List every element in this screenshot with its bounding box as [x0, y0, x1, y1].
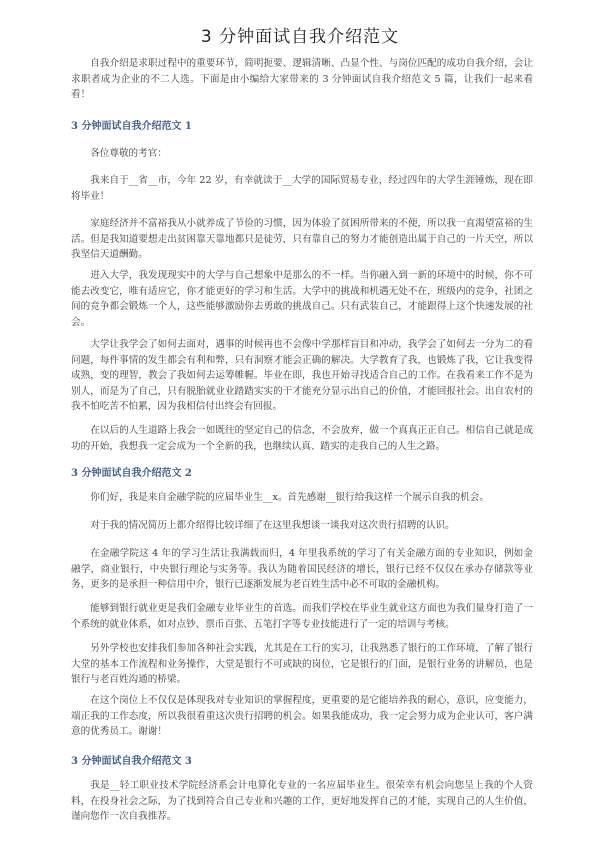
- paragraph: 大学让我学会了如何去面对，遇事的时候再也不会像中学那样盲目和冲动，我学会了如何去一分为二的看问题，每件事情的发生都会有利和弊，只有洞察才能会正确的解决。大学教育了我，也锻炼了我，它让我变得成熟，变的理智，教会了我如何去运筹帷幄。毕业在即，我也开始寻找适合自己的工作。在我看来工作不是为别人，而是为了自己，只有脱胎就业业踏踏实实的干才能充分显示出自己的价值，才能回报社会。出自农村的我不怕吃苦不怕累，因为我相信付出终会有回报。: [71, 339, 533, 412]
- section-heading-1: 3 分钟面试自我介绍范文 1: [71, 121, 192, 132]
- paragraph: 我是__轻工职业技术学院经济系会计电算化专业的一名应届毕业生。很荣幸有机会向您呈上我的个人资料，在投身社会之际，为了找到符合自己专业和兴趣的工作，更好地发挥自己的才能，实现自己的人生价值，谨向您作一次自我推荐。: [71, 780, 533, 822]
- paragraph: 在以后的人生道路上我会一如既往的坚定自己的信念，不会放弃，做一个真真正正自己。相信自己就是成功的开始，我想我一定会成为一个全新的我，也继续认真、踏实的走我自己的人生之路。: [71, 425, 533, 452]
- paragraph: 另外学校也安排我们参加各种社会实践，尤其是在工行的实习，让我熟悉了银行的工作环境，了解了银行大堂的基本工作流程和业务操作，大堂是银行不可或缺的岗位，它是银行的门面，是银行业务的讲解员，也是银行与老百姓沟通的桥梁。: [71, 643, 533, 685]
- paragraph: 你们好，我是来自金融学院的应届毕业生__x。首先感谢__银行给我这样一个展示自我的机会。: [90, 492, 489, 503]
- paragraph: 在金融学院这 4 年的学习生活让我满载而归，4 年里我系统的学习了有关金融方面的专业知识，例如金融学，商业银行，中央银行理论与实务等。我认为随着国民经济的增长，银行已经不仅仅在承办存储款等业务，更多的是承担一种信用中介，银行已逐渐发展为老百姓生活中必不可取的金融机构。: [71, 548, 533, 590]
- paragraph: 对于我的情况简历上都介绍得比较详细了在这里我想谈一谈我对这次贵行招聘的认识。: [90, 520, 455, 531]
- section-heading-2: 3 分钟面试自我介绍范文 2: [71, 468, 192, 479]
- intro-paragraph: 自我介绍是求职过程中的重要环节，简明扼要、逻辑清晰、凸显个性、与岗位匹配的成功自我介绍，会让求职者成为企业的不二人选。下面是由小编给大家带来的 3 分钟面试自我介绍范文 5 篇，让我们一起来看看！: [71, 58, 533, 100]
- paragraph: 家庭经济并不富裕我从小就养成了节俭的习惯，因为体验了贫困所带来的不便，所以我一直渴望富裕的生活。但是我知道要想走出贫困靠天靠地都只是徒劳，只有靠自己的努力才能创造出属于自己的一片天空，所以我坚信天道酬勤。: [71, 218, 533, 260]
- document-title: 3 分钟面试自我介绍范文: [200, 27, 400, 47]
- paragraph: 我来自于__省__市，今年 22 岁，有幸就读于__大学的国际贸易专业，经过四年的大学生涯锤炼，现在即将毕业！: [71, 175, 533, 202]
- paragraph: 各位尊敬的考官：: [90, 148, 167, 159]
- paragraph: 在这个岗位上不仅仅是体现我对专业知识的掌握程度，更重要的是它能培养我的耐心，意识，应变能力，端正我的工作态度，所以我很看重这次贵行招聘的机会。如果我能成功，我一定会努力成为企业认可，客户满意的优秀员工。谢谢！: [71, 695, 533, 737]
- section-heading-3: 3 分钟面试自我介绍范文 3: [71, 756, 192, 767]
- paragraph: 进入大学，我发现现实中的大学与自己想象中是那么的不一样。当你融入到一新的环境中的时候，你不可能去改变它，唯有适应它，你才能更好的学习和生活。大学中的挑战和机遇无处不在，班级内的竞争，社团之间的竞争都会锻炼一个人，这些能够激励你去勇敢的挑战自己。只有武装自己，才能跟得上这个快速发展的社会。: [71, 270, 533, 328]
- paragraph: 能够到银行就业更是我们金融专业毕业生的首选。而我们学校在毕业生就业这方面也为我们量身打造了一个系统的就业体系，如对点钞、票币百张、五笔打字等专业技能进行了一定的培训与考核。: [71, 603, 533, 630]
